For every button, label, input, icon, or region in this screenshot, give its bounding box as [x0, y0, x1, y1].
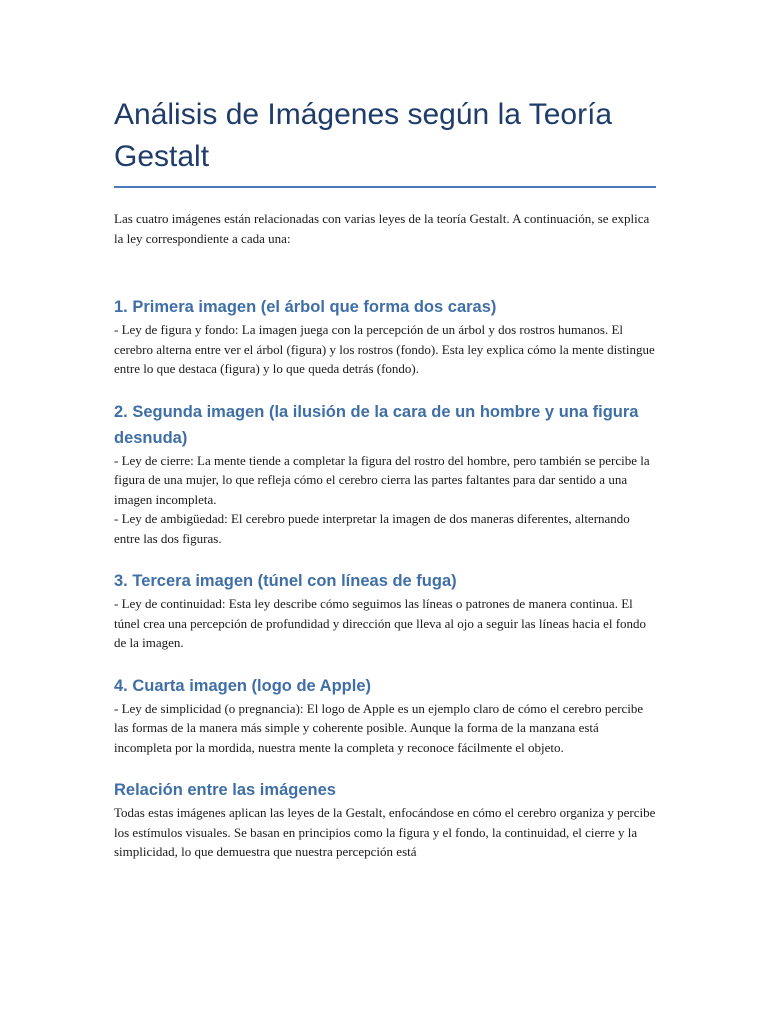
- paragraph: - Ley de simplicidad (o pregnancia): El logo de Apple es un ejemplo claro de cómo el cerebro percibe las formas de la manera más simple y coherente posible. Aunque la forma de la manzana está incompleta por la mordida, nuestra mente la completa y reconoce fácilmente el objeto.: [114, 700, 644, 755]
- section-heading: 1. Primera imagen (el árbol que forma dos caras): [114, 298, 497, 316]
- section-primera-imagen: [114, 294, 656, 379]
- paragraph: - Ley de cierre: La mente tiende a completar la figura del rostro del hombre, pero también se percibe la figura de una mujer, lo que refleja cómo el cerebro cierra las partes faltantes para dar sentido a una imagen incompleta.: [114, 452, 650, 507]
- section-heading: 3. Tercera imagen (túnel con líneas de fuga): [114, 572, 457, 590]
- section-body: [114, 320, 656, 379]
- section-segunda-imagen: [114, 399, 656, 549]
- section-heading: Relación entre las imágenes: [114, 781, 336, 799]
- section-body: [114, 451, 656, 549]
- document-content: [114, 94, 656, 862]
- paragraph: Todas estas imágenes aplican las leyes de la Gestalt, enfocándose en cómo el cerebro organiza y percibe los estímulos visuales. Se basan en principios como la figura y el fondo, la continuidad, el cierre y la simplicidad, lo que demuestra que nuestra percepción está: [114, 805, 656, 859]
- section-body: [114, 699, 656, 758]
- document-title: Análisis de Imágenes según la Teoría Gestalt: [114, 94, 656, 188]
- section-relacion-imagenes: [114, 777, 656, 862]
- paragraph: - Ley de continuidad: Esta ley describe cómo seguimos las líneas o patrones de manera continua. El túnel crea una percepción de profundidad y dirección que lleva al ojo a seguir las líneas hacia el fondo de la imagen.: [114, 596, 647, 650]
- section-heading: 4. Cuarta imagen (logo de Apple): [114, 676, 371, 695]
- intro-paragraph: Las cuatro imágenes están relacionadas con varias leyes de la teoría Gestalt. A continuación, se explica la ley correspondiente a cada una:: [114, 211, 650, 246]
- section-tercera-imagen: [114, 568, 656, 653]
- section-body: [114, 803, 656, 862]
- paragraph: - Ley de figura y fondo: La imagen juega con la percepción de un árbol y dos rostros humanos. El cerebro alterna entre ver el árbol (figura) y los rostros (fondo). Esta ley explica cómo la mente distingue entre lo que destaca (figura) y lo que queda detrás (fondo).: [114, 322, 655, 376]
- section-cuarta-imagen: [114, 673, 656, 758]
- section-body: [114, 594, 656, 653]
- section-heading: 2. Segunda imagen (la ilusión de la cara de un hombre y una figura desnuda): [114, 402, 639, 447]
- paragraph: - Ley de ambigüedad: El cerebro puede interpretar la imagen de dos maneras diferentes, alternando entre las dos figuras.: [114, 511, 630, 546]
